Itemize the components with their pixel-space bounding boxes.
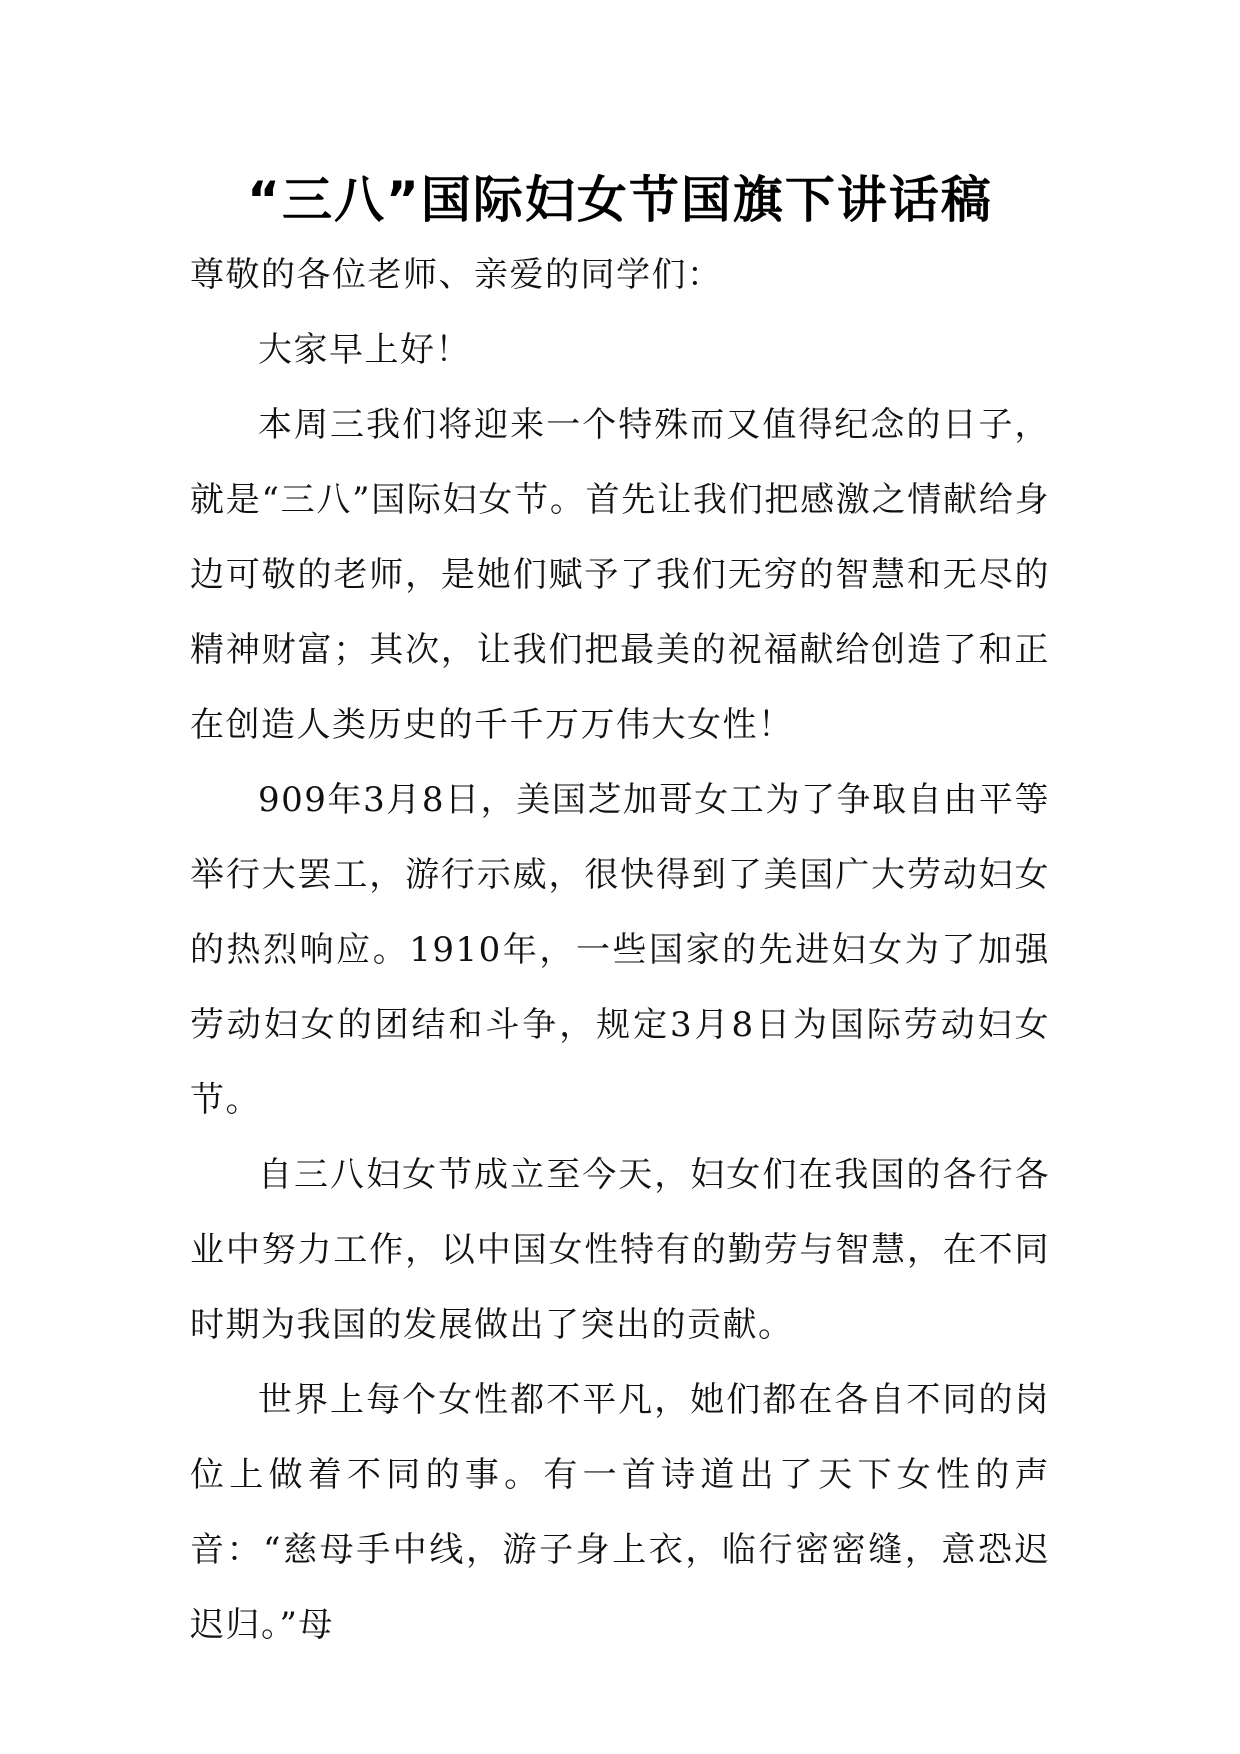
document-body <box>190 238 1050 1663</box>
salutation: 尊敬的各位老师、亲爱的同学们： <box>190 255 723 295</box>
paragraph-greeting: 大家早上好！ <box>258 330 471 370</box>
paragraph-poem: 世界上每个女性都不平凡，她们都在各自不同的岗位上做着不同的事。有一首诗道出了天下女性的声音：“慈母手中线，游子身上衣，临行密密缝，意恐迟迟归。”母 <box>190 1380 1050 1645</box>
paragraph-history: 909年3月8日，美国芝加哥女工为了争取自由平等举行大罢工，游行示威，很快得到了美国广大劳动妇女的热烈响应。1910年，一些国家的先进妇女为了加强劳动妇女的团结和斗争，规定3月8日为国际劳动妇女节。 <box>190 780 1050 1120</box>
paragraph-intro: 本周三我们将迎来一个特殊而又值得纪念的日子，就是“三八”国际妇女节。首先让我们把感激之情献给身边可敬的老师，是她们赋予了我们无穷的智慧和无尽的精神财富；其次，让我们把最美的祝福献给创造了和正在创造人类历史的千千万万伟大女性！ <box>190 405 1050 745</box>
paragraph-contribution: 自三八妇女节成立至今天，妇女们在我国的各行各业中努力工作，以中国女性特有的勤劳与智慧，在不同时期为我国的发展做出了突出的贡献。 <box>190 1155 1050 1345</box>
document-title: “三八”国际妇女节国旗下讲话稿 <box>247 171 993 229</box>
